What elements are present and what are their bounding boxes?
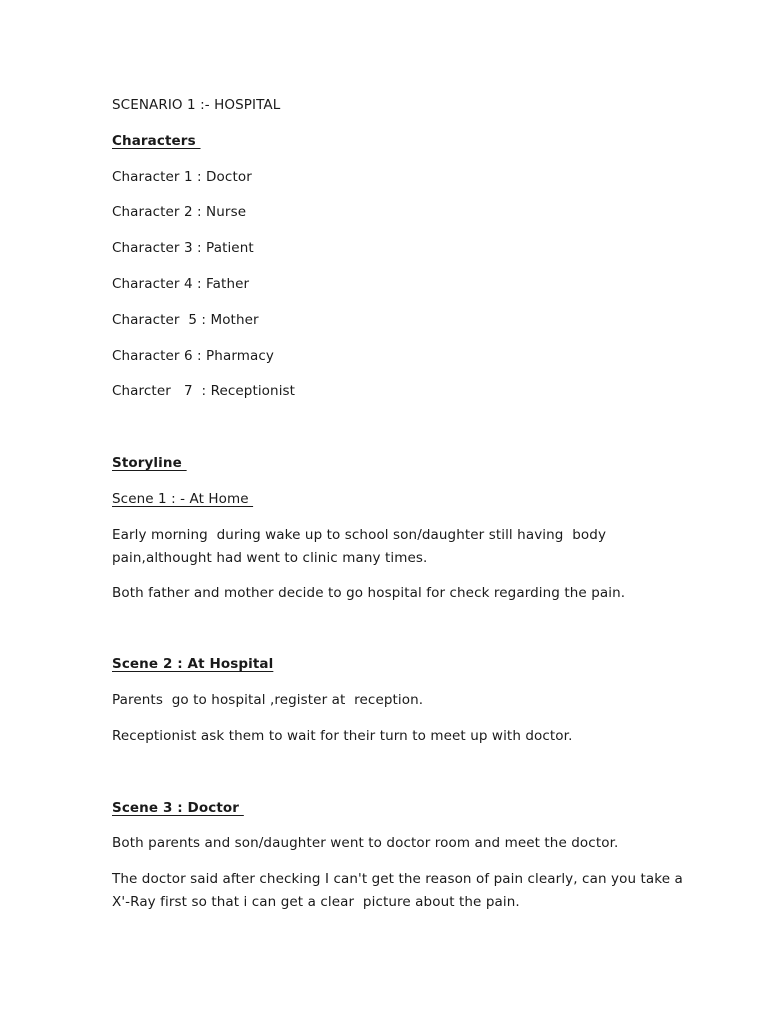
scene-2-paragraph-1: Parents go to hospital ,register at reception. [112,692,424,708]
scene-3-paragraph-2-line-1: The doctor said after checking I can't get the reason of pain clearly, can you take a [112,871,683,887]
document-title: SCENARIO 1 :- HOSPITAL [112,97,281,113]
scene-1-paragraph-2: Both father and mother decide to go hospital for check regarding the pain. [112,585,626,601]
scene-2-paragraph-2: Receptionist ask them to wait for their turn to meet up with doctor. [112,728,573,744]
character-item: Character 4 : Father [112,276,250,292]
character-item: Character 2 : Nurse [112,204,247,220]
character-item: Character 6 : Pharmacy [112,348,274,364]
scene-3-paragraph-1: Both parents and son/daughter went to doctor room and meet the doctor. [112,835,619,851]
scene-3-heading: Scene 3 : Doctor [112,800,244,816]
scene-1-heading: Scene 1 : - At Home [112,491,254,507]
character-item: Charcter 7 : Receptionist [112,383,296,399]
scene-1-paragraph-1-line-1: Early morning during wake up to school son/daughter still having body [112,527,607,543]
scene-1-paragraph-1-line-2: pain,althought had went to clinic many times. [112,550,428,566]
character-item: Character 1 : Doctor [112,169,252,185]
character-item: Character 5 : Mother [112,312,259,328]
scene-2-heading: Scene 2 : At Hospital [112,656,274,672]
characters-heading: Characters [112,133,201,149]
storyline-heading: Storyline [112,455,187,471]
character-item: Character 3 : Patient [112,240,254,256]
scene-3-paragraph-2-line-2: X'-Ray first so that i can get a clear picture about the pain. [112,894,520,910]
